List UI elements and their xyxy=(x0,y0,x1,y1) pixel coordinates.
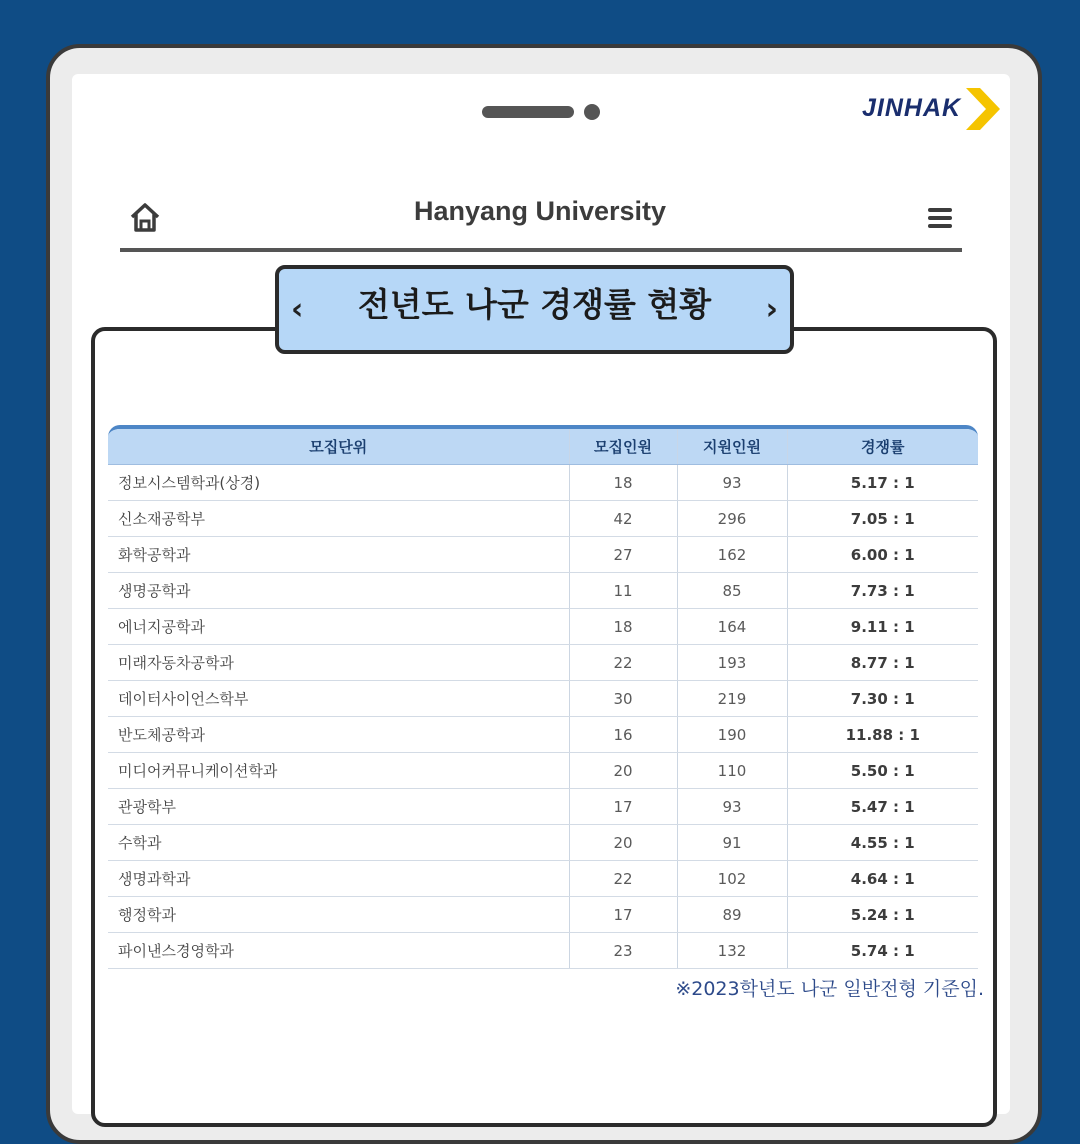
applicants-cell: 132 xyxy=(677,933,787,969)
banner-title: 전년도 나군 경쟁률 현황 xyxy=(357,285,712,324)
ratio-cell: 5.74 : 1 xyxy=(787,933,978,969)
dept-cell: 에너지공학과 xyxy=(108,609,569,645)
dept-cell: 정보시스템학과(상경) xyxy=(108,465,569,501)
applicants-cell: 93 xyxy=(677,465,787,501)
speaker-slot xyxy=(482,106,574,118)
ratio-cell: 5.50 : 1 xyxy=(787,753,978,789)
dept-cell: 관광학부 xyxy=(108,789,569,825)
column-header: 모집인원 xyxy=(569,429,677,465)
ratio-cell: 5.17 : 1 xyxy=(787,465,978,501)
ratio-cell: 7.30 : 1 xyxy=(787,681,978,717)
table-row xyxy=(108,753,978,789)
table-row xyxy=(108,501,978,537)
camera-dot xyxy=(584,104,600,120)
quota-cell: 42 xyxy=(569,501,677,537)
ratio-cell: 6.00 : 1 xyxy=(787,537,978,573)
quota-cell: 22 xyxy=(569,861,677,897)
quota-cell: 20 xyxy=(569,825,677,861)
ratio-cell: 5.47 : 1 xyxy=(787,789,978,825)
dept-cell: 데이터사이언스학부 xyxy=(108,681,569,717)
applicants-cell: 110 xyxy=(677,753,787,789)
brand-logo xyxy=(862,88,1002,132)
applicants-cell: 93 xyxy=(677,789,787,825)
ratio-cell: 4.55 : 1 xyxy=(787,825,978,861)
column-header: 경쟁률 xyxy=(787,429,978,465)
section-banner xyxy=(275,265,794,354)
quota-cell: 27 xyxy=(569,537,677,573)
dept-cell: 반도체공학과 xyxy=(108,717,569,753)
column-header: 지원인원 xyxy=(677,429,787,465)
brand-name: JINHAK xyxy=(862,94,962,122)
applicants-cell: 193 xyxy=(677,645,787,681)
applicants-cell: 164 xyxy=(677,609,787,645)
quota-cell: 20 xyxy=(569,753,677,789)
table-row xyxy=(108,537,978,573)
dept-cell: 화학공학과 xyxy=(108,537,569,573)
applicants-cell: 102 xyxy=(677,861,787,897)
column-header: 모집단위 xyxy=(108,429,569,465)
dept-cell: 미디어커뮤니케이션학과 xyxy=(108,753,569,789)
applicants-cell: 85 xyxy=(677,573,787,609)
quota-cell: 17 xyxy=(569,897,677,933)
ratio-cell: 7.05 : 1 xyxy=(787,501,978,537)
ratio-cell: 4.64 : 1 xyxy=(787,861,978,897)
home-icon[interactable] xyxy=(128,200,162,234)
table-row xyxy=(108,933,978,969)
dept-cell: 미래자동차공학과 xyxy=(108,645,569,681)
dept-cell: 생명공학과 xyxy=(108,573,569,609)
dept-cell: 신소재공학부 xyxy=(108,501,569,537)
table-row xyxy=(108,609,978,645)
quota-cell: 11 xyxy=(569,573,677,609)
ratio-cell: 8.77 : 1 xyxy=(787,645,978,681)
quota-cell: 16 xyxy=(569,717,677,753)
quota-cell: 18 xyxy=(569,609,677,645)
ratio-cell: 9.11 : 1 xyxy=(787,609,978,645)
chevron-right-icon xyxy=(966,88,1000,130)
table-row xyxy=(108,789,978,825)
prev-button[interactable]: ‹ xyxy=(291,292,304,327)
ratio-cell: 11.88 : 1 xyxy=(787,717,978,753)
menu-icon[interactable] xyxy=(926,206,954,230)
quota-cell: 17 xyxy=(569,789,677,825)
applicants-cell: 190 xyxy=(677,717,787,753)
table-row xyxy=(108,717,978,753)
applicants-cell: 219 xyxy=(677,681,787,717)
page-title: Hanyang University xyxy=(413,196,667,226)
table-row xyxy=(108,897,978,933)
table-row xyxy=(108,573,978,609)
next-button[interactable]: › xyxy=(765,292,778,327)
applicants-cell: 91 xyxy=(677,825,787,861)
quota-cell: 18 xyxy=(569,465,677,501)
table-row xyxy=(108,861,978,897)
dept-cell: 행정학과 xyxy=(108,897,569,933)
table-row xyxy=(108,465,978,501)
applicants-cell: 296 xyxy=(677,501,787,537)
table-row xyxy=(108,681,978,717)
header-divider xyxy=(120,248,962,252)
quota-cell: 22 xyxy=(569,645,677,681)
applicants-cell: 162 xyxy=(677,537,787,573)
quota-cell: 23 xyxy=(569,933,677,969)
results-table xyxy=(108,425,978,969)
ratio-cell: 7.73 : 1 xyxy=(787,573,978,609)
table-row xyxy=(108,645,978,681)
dept-cell: 생명과학과 xyxy=(108,861,569,897)
quota-cell: 30 xyxy=(569,681,677,717)
dept-cell: 파이낸스경영학과 xyxy=(108,933,569,969)
applicants-cell: 89 xyxy=(677,897,787,933)
ratio-cell: 5.24 : 1 xyxy=(787,897,978,933)
dept-cell: 수학과 xyxy=(108,825,569,861)
table-row xyxy=(108,825,978,861)
footnote: ※2023학년도 나군 일반전형 기준임. xyxy=(675,978,984,1000)
table-header-row xyxy=(108,429,978,465)
